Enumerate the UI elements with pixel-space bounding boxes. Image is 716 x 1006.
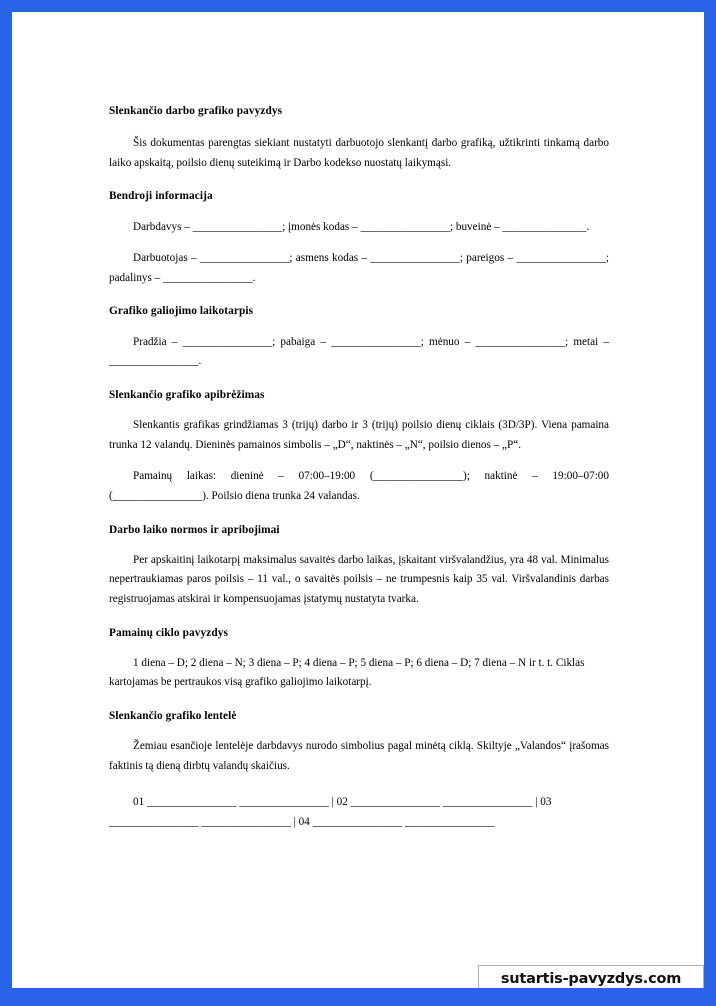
laikotarpis-paragraph-1: Pradžia – ________________; pabaiga – ________________; mėnuo – ________________; metai – ________________. bbox=[109, 335, 609, 368]
spacer bbox=[109, 641, 609, 654]
ciklas-paragraph-1: 1 diena – D; 2 diena – N; 3 diena – P; 4 diena – P; 5 diena – P; 6 diena – D; 7 diena – N ir t. t. Ciklas kartojamas be pertraukos visą grafiko galiojimo laikotarpį. bbox=[109, 656, 585, 689]
apibrezimas-paragraph-1: Slenkantis grafikas grindžiamas 3 (trijų) darbo ir 3 (trijų) poilsio dienų ciklais (3D/3P). Viena pamaina trunka 12 valandų. Dieninės pamainos simbolis – „D“, naktinės – „N“, poilsio dienos – „P“. bbox=[109, 419, 609, 451]
spacer bbox=[109, 173, 609, 189]
spacer bbox=[109, 205, 609, 218]
section-heading-apibrezimas: Slenkančio grafiko apibrėžimas bbox=[109, 388, 265, 401]
apibrezimas-paragraph-2: Pamainų laikas: dieninė – 07:00–19:00 (________________); naktinė – 19:00–07:00 (________________). Poilsio diena trunka 24 valandas. bbox=[109, 470, 609, 502]
spacer bbox=[109, 776, 609, 793]
document-body bbox=[109, 104, 609, 833]
section-heading-normos: Darbo laiko normos ir apribojimai bbox=[109, 523, 280, 536]
document-sheet bbox=[12, 12, 704, 988]
section-heading-ciklas: Pamainų ciklo pavyzdys bbox=[109, 626, 228, 639]
section-heading-bendroji: Bendroji informacija bbox=[109, 190, 213, 203]
page-title: Slenkančio darbo grafiko pavyzdys bbox=[109, 105, 283, 117]
spacer bbox=[109, 507, 609, 523]
section-heading-laikotarpis: Grafiko galiojimo laikotarpis bbox=[109, 305, 254, 318]
watermark-text: sutartis-pavyzdys.com bbox=[500, 971, 682, 987]
intro-paragraph: Šis dokumentas parengtas siekiant nustatyti darbuotojo slenkantį darbo grafiką, užtikrinti tinkamą darbo laiko apskaitą, poilsio dienų suteikimą ir Darbo kodekso nuostatų laikymąsi. bbox=[109, 137, 609, 169]
spacer bbox=[109, 237, 609, 249]
bendroji-paragraph-2: Darbuotojas – ________________; asmens kodas – ________________; pareigos – ________________; padalinys – ________________. bbox=[109, 252, 609, 284]
spacer bbox=[109, 724, 609, 737]
bendroji-paragraph-1: Darbdavys – ________________; įmonės kodas – ________________; buveinė – _______________. bbox=[133, 220, 590, 233]
spacer bbox=[109, 119, 609, 134]
spacer bbox=[109, 455, 609, 467]
lentele-paragraph-1: Žemiau esančioje lentelėje darbdavys nurodo simbolius pagal minėtą ciklą. Skiltyje „Valandos“ įrašomas faktinis tą dieną dirbtų valandų skaičius. bbox=[109, 740, 609, 772]
spacer bbox=[109, 693, 609, 709]
spacer bbox=[109, 403, 609, 416]
spacer bbox=[109, 610, 609, 626]
spacer bbox=[109, 288, 609, 304]
spacer bbox=[109, 372, 609, 388]
spacer bbox=[109, 320, 609, 333]
spacer bbox=[109, 538, 609, 551]
section-heading-lentele: Slenkančio grafiko lentelė bbox=[109, 710, 237, 722]
watermark-badge bbox=[478, 965, 704, 988]
normos-paragraph-1: Per apskaitinį laikotarpį maksimalus savaitės darbo laikas, įskaitant viršvalandžius, yra 48 val. Minimalus nepertraukiamas paros poilsis – 11 val., o savaitės poilsis – ne trumpesnis kaip 35 val. Viršvalandinis darbas registruojamas atskirai ir kompensuojamas įstatymų nustatyta tvarka. bbox=[109, 553, 609, 605]
lentele-entries: 01 ________________ ________________ | 02 ________________ ________________ | 03 ________________ ________________ | 04 ________________ ________________ bbox=[109, 796, 552, 829]
